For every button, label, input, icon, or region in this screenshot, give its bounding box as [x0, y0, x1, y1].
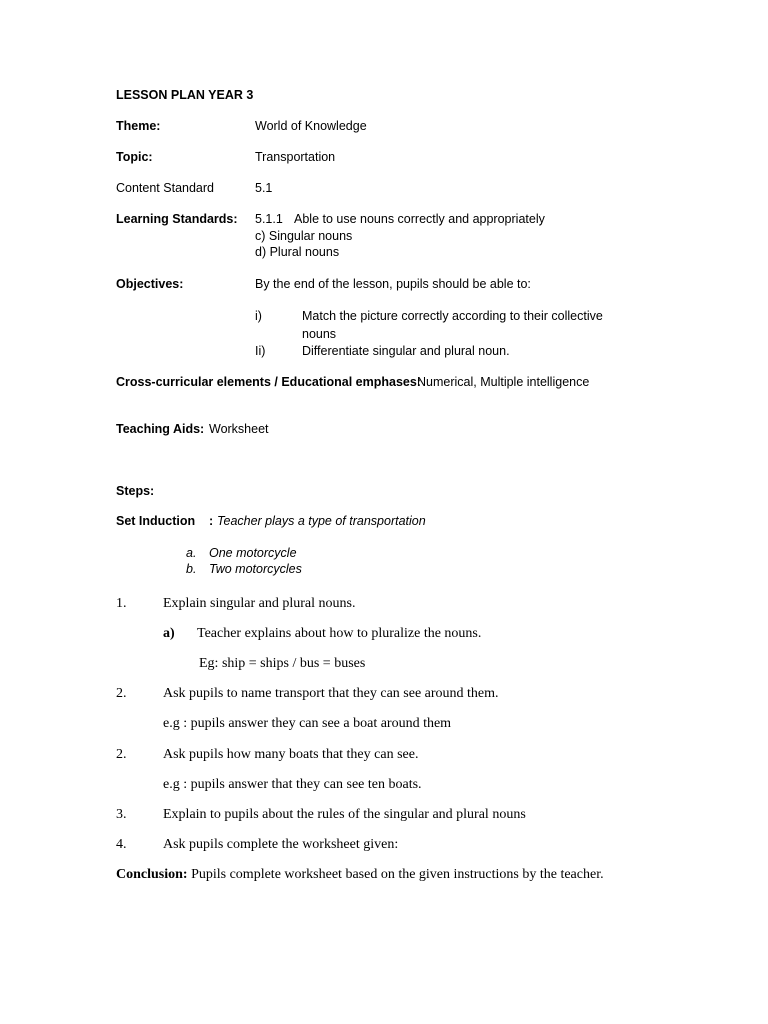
document-title: LESSON PLAN YEAR 3	[116, 88, 254, 102]
objective-text-continued: nouns	[302, 327, 337, 341]
step-example: e.g : pupils answer they can see a boat around them	[163, 716, 452, 731]
learning-standards-item: d) Plural nouns	[255, 245, 340, 259]
theme-value: World of Knowledge	[255, 119, 367, 133]
sub-step-text: Teacher explains about how to pluralize the nouns.	[197, 626, 482, 641]
objective-text: Differentiate singular and plural noun.	[302, 344, 510, 358]
induction-item-text: One motorcycle	[209, 546, 297, 560]
step-text: Ask pupils how many boats that they can see.	[163, 747, 419, 762]
topic-value: Transportation	[255, 150, 336, 164]
topic-label: Topic:	[116, 150, 153, 164]
step-number: 2.	[116, 747, 127, 762]
step-text: Explain singular and plural nouns.	[163, 596, 356, 611]
step-example: e.g : pupils answer that they can see ten boats.	[163, 777, 422, 792]
step-text: Ask pupils to name transport that they can see around them.	[163, 686, 499, 701]
cross-curricular-value: Numerical, Multiple intelligence	[417, 375, 590, 389]
conclusion-label: Conclusion:	[116, 867, 188, 882]
step-text: Ask pupils complete the worksheet given:	[163, 837, 399, 852]
learning-standards-text: Able to use nouns correctly and appropriately	[294, 212, 545, 226]
learning-standards-label: Learning Standards:	[116, 212, 238, 226]
teaching-aids-label: Teaching Aids:	[116, 422, 205, 436]
step-number: 3.	[116, 807, 127, 822]
learning-standards-code: 5.1.1	[255, 212, 283, 226]
set-induction-label: Set Induction	[116, 514, 196, 528]
step-number: 2.	[116, 686, 127, 701]
set-induction-text: Teacher plays a type of transportation	[217, 514, 426, 528]
objective-marker: i)	[255, 309, 262, 323]
objectives-intro: By the end of the lesson, pupils should be able to:	[255, 277, 531, 291]
step-text: Explain to pupils about the rules of the singular and plural nouns	[163, 807, 526, 822]
set-induction-separator: :	[209, 514, 214, 528]
objective-text: Match the picture correctly according to their collective	[302, 309, 603, 323]
step-example: Eg: ship = ships / bus = buses	[199, 656, 366, 671]
conclusion	[116, 867, 604, 884]
objective-marker: Ii)	[255, 344, 266, 358]
teaching-aids-value: Worksheet	[209, 422, 269, 436]
theme-label: Theme:	[116, 119, 161, 133]
step-number: 4.	[116, 837, 127, 852]
steps-label: Steps:	[116, 484, 155, 498]
sub-step-marker: a)	[163, 626, 175, 641]
induction-item-marker: a.	[186, 546, 197, 560]
objectives-label: Objectives:	[116, 277, 184, 291]
learning-standards-item: c) Singular nouns	[255, 229, 353, 243]
step-number: 1.	[116, 596, 127, 611]
content-standard-label: Content Standard	[116, 181, 214, 195]
induction-item-text: Two motorcycles	[209, 562, 302, 576]
induction-item-marker: b.	[186, 562, 197, 576]
content-standard-value: 5.1	[255, 181, 273, 195]
conclusion-text: Pupils complete worksheet based on the given instructions by the teacher.	[191, 867, 604, 882]
cross-curricular-label: Cross-curricular elements / Educational emphases:	[116, 375, 421, 389]
